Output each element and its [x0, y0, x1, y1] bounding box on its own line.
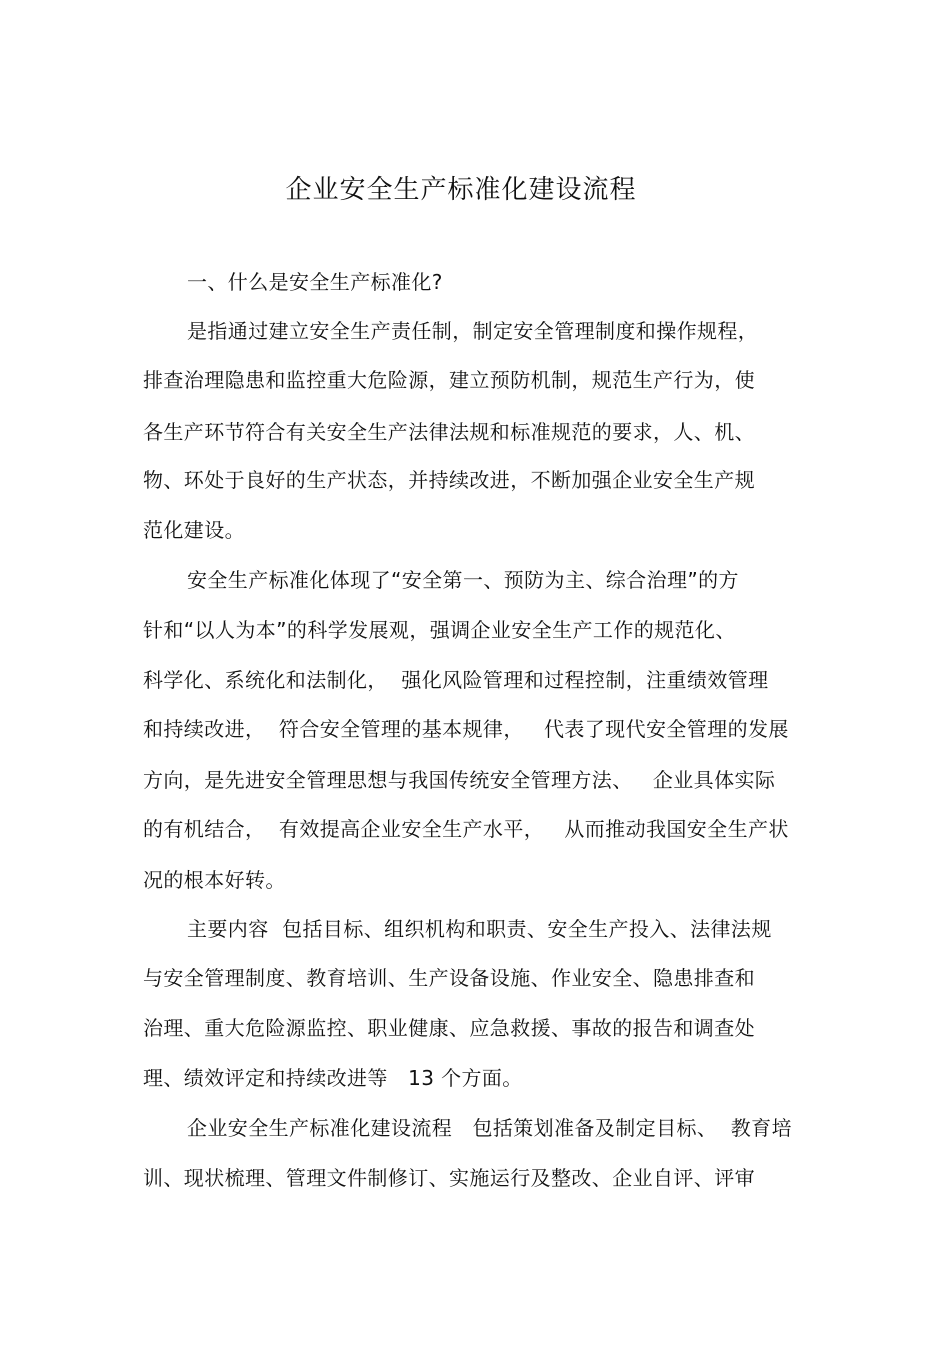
paragraph-line: 的有机结合， 有效提高企业安全生产水平， 从而推动我国安全生产状 — [143, 817, 789, 841]
paragraph-line: 理、绩效评定和持续改进等 13 个方面。 — [143, 1066, 523, 1090]
paragraph-line: 范化建设。 — [143, 518, 245, 542]
document-title: 企业安全生产标准化建设流程 — [285, 175, 637, 205]
paragraph-line: 和持续改进， 符合安全管理的基本规律， 代表了现代安全管理的发展 — [143, 717, 789, 741]
paragraph-line: 训、现状梳理、管理文件制修订、实施运行及整改、企业自评、评审 — [143, 1166, 755, 1190]
paragraph-line: 各生产环节符合有关安全生产法律法规和标准规范的要求，人、机、 — [143, 420, 755, 444]
paragraph-line: 治理、重大危险源监控、职业健康、应急救援、事故的报告和调查处 — [143, 1016, 755, 1040]
paragraph-line: 排查治理隐患和监控重大危险源，建立预防机制，规范生产行为，使 — [143, 368, 755, 392]
paragraph-line: 方向，是先进安全管理思想与我国传统安全管理方法、 企业具体实际 — [143, 768, 776, 792]
paragraph-line: 况的根本好转。 — [143, 868, 286, 892]
section-heading: 一、什么是安全生产标准化? — [187, 270, 443, 294]
paragraph-line: 安全生产标准化体现了“安全第一、预防为主、综合治理”的方 — [187, 568, 739, 592]
paragraph-line: 主要内容 包括目标、组织机构和职责、安全生产投入、法律法规 — [187, 917, 772, 941]
paragraph-line: 物、环处于良好的生产状态，并持续改进，不断加强企业安全生产规 — [143, 468, 755, 492]
paragraph-line: 科学化、系统化和法制化， 强化风险管理和过程控制，注重绩效管理 — [143, 668, 769, 692]
paragraph-line: 企业安全生产标准化建设流程 包括策划准备及制定目标、 教育培 — [187, 1116, 792, 1140]
paragraph-line: 是指通过建立安全生产责任制，制定安全管理制度和操作规程， — [187, 319, 759, 343]
paragraph-line: 针和“以人为本”的科学发展观，强调企业安全生产工作的规范化、 — [143, 618, 736, 642]
paragraph-line: 与安全管理制度、教育培训、生产设备设施、作业安全、隐患排查和 — [143, 966, 755, 990]
